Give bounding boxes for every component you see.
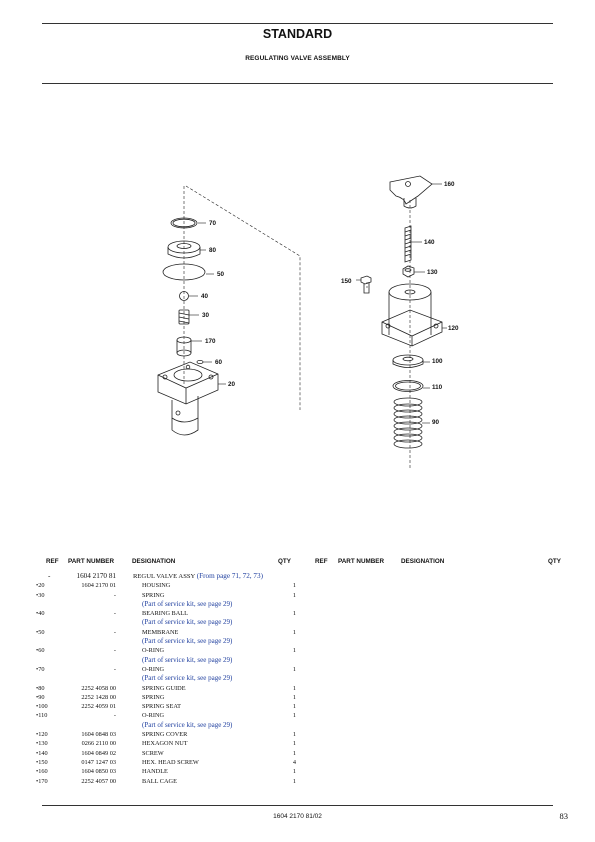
service-kit-link[interactable]: (Part of service kit, see page 29)	[142, 618, 233, 627]
callout-70: 70	[209, 220, 217, 227]
header-qty-left: QTY	[278, 558, 291, 565]
row-part-number: -	[113, 712, 116, 720]
row-qty: 1	[292, 628, 296, 636]
callout-30: 30	[202, 312, 210, 319]
table-row	[36, 609, 296, 618]
table-row	[36, 591, 296, 600]
row-part-number: 1604 2170 01	[81, 582, 116, 590]
row-qty: 1	[292, 693, 296, 701]
service-kit-link[interactable]: (Part of service kit, see page 29)	[142, 674, 233, 683]
row-designation: SPRING COVER	[142, 731, 188, 739]
callout-120: 120	[448, 325, 459, 332]
row-ref: •130	[36, 740, 48, 748]
table-row-note	[36, 674, 296, 683]
header-part-number-right: PART NUMBER	[338, 558, 385, 565]
row-designation: HOUSING	[142, 582, 171, 590]
row-qty: 1	[292, 731, 296, 739]
callout-40: 40	[201, 293, 209, 300]
row-part-number: 0147 1247 03	[81, 758, 116, 766]
table-row-note	[36, 637, 296, 646]
spring-seat-100	[393, 355, 423, 368]
row-ref: •160	[36, 768, 48, 776]
row-qty: 1	[292, 703, 296, 711]
row-designation: HEXAGON NUT	[142, 740, 188, 748]
row-ref: •70	[36, 665, 45, 673]
row-qty: 1	[292, 582, 296, 590]
row-designation: SCREW	[142, 749, 164, 757]
row-part-number: -	[113, 610, 116, 618]
callout-50: 50	[217, 271, 225, 278]
callout-80: 80	[209, 247, 217, 254]
table-row	[36, 665, 296, 674]
table-row	[36, 749, 296, 758]
row-part-number: 2252 4059 01	[81, 703, 116, 711]
row-ref: •90	[36, 693, 45, 701]
row-ref: -	[48, 572, 51, 580]
parts-table	[36, 572, 296, 786]
row-designation: O-RING	[142, 665, 165, 673]
spring-cover-120	[382, 284, 442, 346]
table-row	[36, 767, 296, 776]
page-subtitle: REGULATING VALVE ASSEMBLY	[245, 55, 350, 62]
table-row	[36, 581, 296, 590]
row-qty: 1	[292, 591, 296, 599]
callout-60: 60	[215, 359, 223, 366]
row-designation: HANDLE	[142, 768, 168, 776]
row-designation: BEARING BALL	[142, 610, 188, 618]
row-designation: HEX. HEAD SCREW	[142, 758, 199, 766]
row-qty: 1	[292, 768, 296, 776]
row-designation: O-RING	[142, 647, 165, 655]
row-designation: SPRING SEAT	[142, 703, 182, 711]
header-designation-left: DESIGNATION	[132, 558, 176, 565]
page-title: STANDARD	[262, 27, 333, 41]
table-row-note	[36, 600, 296, 609]
row-designation: SPRING	[142, 591, 165, 599]
row-ref: •50	[36, 628, 45, 636]
callout-160: 160	[444, 181, 455, 188]
row-part-number: 1604 0850 03	[81, 768, 116, 776]
housing-20	[158, 362, 218, 435]
handle-160	[390, 176, 432, 208]
callout-130: 130	[427, 269, 438, 276]
row-ref: •100	[36, 703, 48, 711]
table-row-note	[36, 721, 296, 730]
header-rule	[42, 83, 553, 84]
callout-150: 150	[341, 278, 352, 285]
header-designation-right: DESIGNATION	[401, 558, 445, 565]
row-ref: •40	[36, 610, 45, 618]
row-ref: •170	[36, 777, 48, 785]
table-row	[36, 711, 296, 720]
row-qty: 1	[292, 749, 296, 757]
row-part-number: 2252 1428 00	[81, 693, 116, 701]
row-ref: •120	[36, 731, 48, 739]
callout-20: 20	[228, 381, 236, 388]
table-row	[36, 777, 296, 786]
page-number: 83	[559, 811, 568, 821]
service-kit-link[interactable]: (Part of service kit, see page 29)	[142, 655, 233, 664]
row-part-number: 1604 0848 03	[81, 731, 116, 739]
table-row	[36, 702, 296, 711]
row-qty: 1	[292, 740, 296, 748]
header-ref-left: REF	[46, 558, 59, 565]
table-row	[36, 684, 296, 693]
row-part-number: -	[113, 628, 116, 636]
row-ref: •60	[36, 647, 45, 655]
footer-rule	[42, 805, 553, 806]
row-qty: 1	[292, 712, 296, 720]
table-row	[36, 628, 296, 637]
row-part-number: 2252 4058 00	[81, 684, 116, 692]
table-row	[36, 730, 296, 739]
from-page-link[interactable]: (From page 71, 72, 73)	[196, 572, 263, 580]
exploded-view-drawing	[120, 160, 460, 490]
top-rule	[42, 23, 553, 24]
callout-110: 110	[432, 384, 443, 391]
callout-170: 170	[205, 338, 216, 345]
row-qty: 4	[292, 758, 296, 766]
row-part-number: 0266 2110 00	[81, 740, 116, 748]
row-part-number: -	[113, 647, 116, 655]
row-qty: 1	[292, 610, 296, 618]
row-designation: O-RING	[142, 712, 165, 720]
row-ref: •80	[36, 684, 45, 692]
hex-nut-130	[403, 266, 414, 277]
table-row-note	[36, 618, 296, 627]
row-ref: •150	[36, 758, 48, 766]
header-part-number-left: PART NUMBER	[68, 558, 115, 565]
row-designation: BALL CAGE	[142, 777, 177, 785]
row-qty: 1	[292, 647, 296, 655]
table-row-note	[36, 656, 296, 665]
spring-90	[394, 398, 422, 448]
document-number: 1604 2170 81/02	[273, 813, 322, 820]
row-qty: 1	[292, 777, 296, 785]
callout-90: 90	[432, 419, 440, 426]
service-kit-link[interactable]: (Part of service kit, see page 29)	[142, 599, 233, 608]
row-part-number: -	[113, 665, 116, 673]
row-designation: REGUL VALVE ASSY	[133, 573, 196, 580]
callout-100: 100	[432, 358, 443, 365]
header-qty-right: QTY	[548, 558, 561, 565]
row-part-number: 1604 0849 02	[81, 749, 116, 757]
header-ref-right: REF	[315, 558, 328, 565]
row-designation: MEMBRANE	[142, 628, 179, 636]
row-ref: •140	[36, 749, 48, 757]
row-qty: 1	[292, 665, 296, 673]
row-ref: •20	[36, 582, 45, 590]
service-kit-link[interactable]: (Part of service kit, see page 29)	[142, 720, 233, 729]
table-row	[36, 739, 296, 748]
callout-140: 140	[424, 239, 435, 246]
row-part-number: 2252 4057 00	[81, 777, 116, 785]
service-kit-link[interactable]: (Part of service kit, see page 29)	[142, 637, 233, 646]
o-ring-60	[197, 360, 203, 363]
table-row-assembly	[36, 572, 296, 581]
table-row	[36, 646, 296, 655]
row-ref: •110	[36, 712, 48, 720]
row-part-number: -	[113, 591, 116, 599]
table-row	[36, 758, 296, 767]
row-part-number: 1604 2170 81	[76, 572, 116, 580]
row-ref: •30	[36, 591, 45, 599]
row-qty: 1	[292, 684, 296, 692]
row-designation: SPRING	[142, 693, 165, 701]
hex-screw-150	[361, 276, 371, 293]
table-row	[36, 693, 296, 702]
row-designation: SPRING GUIDE	[142, 684, 186, 692]
